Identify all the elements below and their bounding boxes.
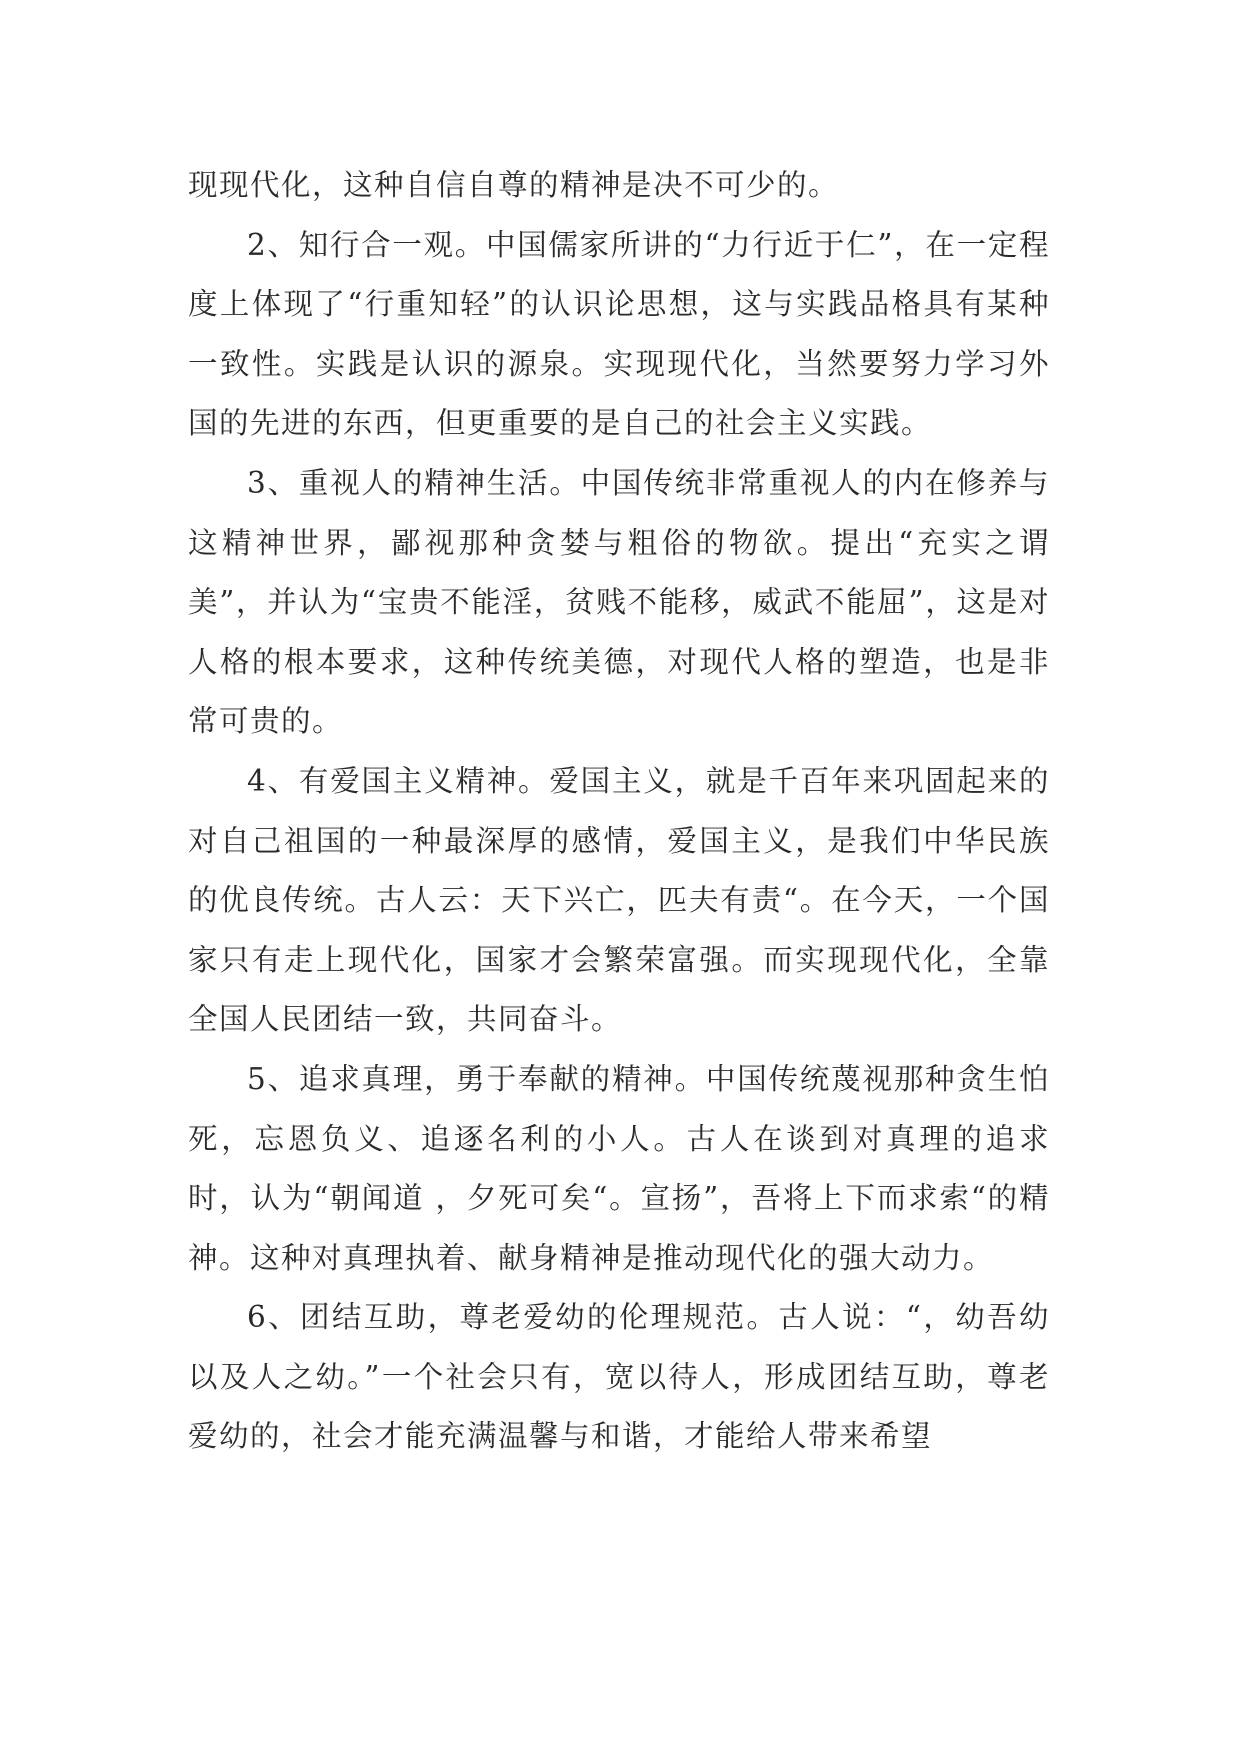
paragraph-2-unity-of-knowledge-and-action: 2、知行合一观。中国儒家所讲的“力行近于仁”，在一定程度上体现了“行重知轻”的认识论思想，这与实践品格具有某种一致性。实践是认识的源泉。实现现代化，当然要努力学习外国的先进的东西，但更重要的是自己的社会主义实践。 — [188, 227, 1050, 441]
paragraph-6-solidarity-and-respect: 6、团结互助，尊老爱幼的伦理规范。古人说：“，幼吾幼以及人之幼。”一个社会只有，宽以待人，形成团结互助，尊老爱幼的，社会才能充满温馨与和谐，才能给人带来希望 — [188, 1300, 1050, 1454]
paragraph-4-patriotism: 4、有爱国主义精神。爱国主义，就是千百年来巩固起来的对自己祖国的一种最深厚的感情，爱国主义，是我们中华民族的优良传统。古人云：天下兴亡，匹夫有责“。在今天，一个国家只有走上现代化，国家才会繁荣富强。而实现现代化，全靠全国人民团结一致，共同奋斗。 — [188, 763, 1050, 1037]
paragraph-continuation: 现现代化，这种自信自尊的精神是决不可少的。 — [188, 168, 840, 202]
paragraph-3-spiritual-life: 3、重视人的精神生活。中国传统非常重视人的内在修养与这精神世界，鄙视那种贪婪与粗俗的物欲。提出“充实之谓美”，并认为“宝贵不能淫，贫贱不能移，威武不能屈”，这是对人格的根本要求，这种传统美德，对现代人格的塑造，也是非常可贵的。 — [188, 465, 1050, 739]
paragraph-5-pursuit-of-truth: 5、追求真理，勇于奉献的精神。中国传统蔑视那种贪生怕死，忘恩负义、追逐名利的小人。古人在谈到对真理的追求时，认为“朝闻道 ，夕死可矣“。宣扬”，吾将上下而求索“的精神。这种对真理执着、献身精神是推动现代化的强大动力。 — [188, 1061, 1050, 1275]
body-text — [188, 156, 1050, 1467]
